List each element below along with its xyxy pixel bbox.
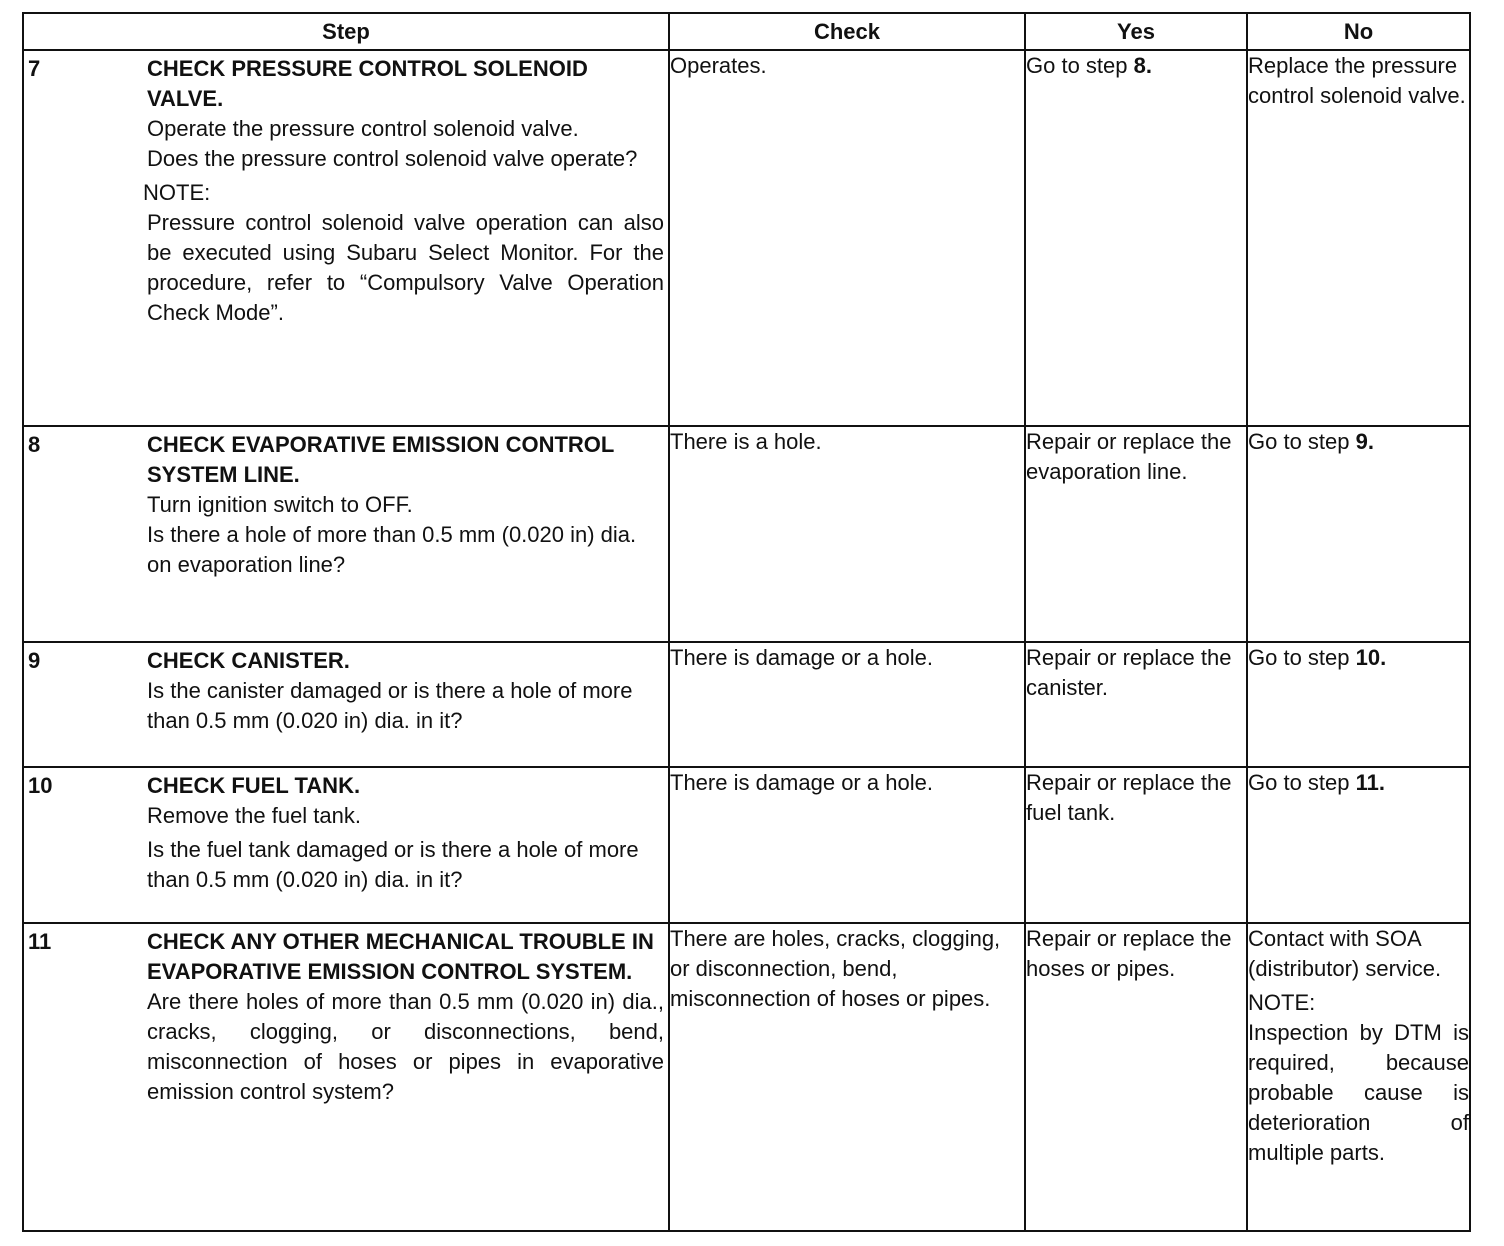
no-text: Go to step — [1248, 645, 1356, 670]
no-text: Go to step — [1248, 429, 1356, 454]
step-cell — [23, 50, 669, 426]
table-row — [23, 50, 1470, 426]
yes-cell — [1025, 426, 1247, 642]
step-title: CHECK EVAPORATIVE EMISSION CONTROL SYSTEM LINE. — [147, 432, 614, 487]
step-instruction: Turn ignition switch to OFF. — [147, 492, 413, 517]
step-cell — [23, 923, 669, 1231]
step-title: CHECK PRESSURE CONTROL SOLENOID VALVE. — [147, 56, 588, 111]
no-cell — [1247, 642, 1470, 767]
step-cell — [23, 767, 669, 923]
yes-text: Repair or replace the hoses or pipes. — [1026, 926, 1232, 981]
step-number: 10 — [28, 773, 53, 798]
step-question: Is the fuel tank damaged or is there a hole of more than 0.5 mm (0.020 in) dia. in it? — [147, 837, 639, 892]
yes-text: Go to step — [1026, 53, 1134, 78]
check-cell — [669, 767, 1025, 923]
step-number: 8 — [28, 432, 41, 457]
note-label: NOTE: — [1248, 990, 1316, 1015]
step-number: 7 — [28, 56, 41, 81]
yes-cell — [1025, 767, 1247, 923]
check-text: There are holes, cracks, clogging, or disconnection, bend, misconnection of hoses or pipes. — [670, 926, 1001, 1011]
step-body — [24, 924, 668, 1107]
table-row — [23, 767, 1470, 923]
no-cell — [1247, 50, 1470, 426]
step-question: Are there holes of more than 0.5 mm (0.020 in) dia., cracks, clogging, or disconnections, bend, misconnection of hoses or pipes in evaporative emission control system? — [147, 989, 664, 1104]
step-instruction: Remove the fuel tank. — [147, 803, 362, 828]
yes-text: Repair or replace the fuel tank. — [1026, 770, 1232, 825]
step-cell — [23, 642, 669, 767]
no-text: Go to step — [1248, 770, 1356, 795]
check-text: Operates. — [670, 53, 767, 78]
check-text: There is damage or a hole. — [670, 645, 933, 670]
check-text: There is a hole. — [670, 429, 822, 454]
yes-step-ref: 8. — [1133, 53, 1152, 78]
header-step: Step — [23, 13, 669, 50]
table-row — [23, 923, 1470, 1231]
check-cell — [669, 50, 1025, 426]
yes-cell — [1025, 50, 1247, 426]
check-cell — [669, 923, 1025, 1231]
note-label: NOTE: — [143, 180, 211, 205]
step-instruction: Operate the pressure control solenoid valve. — [147, 116, 579, 141]
step-title: CHECK CANISTER. — [147, 648, 350, 673]
header-yes: Yes — [1025, 13, 1247, 50]
table-row — [23, 426, 1470, 642]
note-text: Pressure control solenoid valve operation can also be executed using Subaru Select Monitor. For the procedure, refer to “Compulsory Valve Operation Check Mode”. — [147, 210, 664, 325]
no-cell — [1247, 767, 1470, 923]
step-cell — [23, 426, 669, 642]
note-text: Inspection by DTM is required, because probable cause is deterioration of multiple parts. — [1248, 1020, 1469, 1165]
step-number: 9 — [28, 648, 41, 673]
step-number: 11 — [28, 929, 52, 954]
check-text: There is damage or a hole. — [670, 770, 933, 795]
table-row — [23, 642, 1470, 767]
yes-text: Repair or replace the canister. — [1026, 645, 1232, 700]
no-step-ref: 11. — [1355, 770, 1385, 795]
no-text: Contact with SOA (distributor) service. — [1248, 926, 1442, 981]
yes-text: Repair or replace the evaporation line. — [1026, 429, 1232, 484]
step-title: CHECK FUEL TANK. — [147, 773, 361, 798]
step-body — [24, 768, 668, 895]
step-body — [24, 427, 668, 580]
step-body — [24, 51, 668, 328]
header-row — [23, 13, 1470, 50]
no-step-ref: 10. — [1355, 645, 1387, 670]
diagnostic-table — [22, 12, 1471, 1232]
no-cell — [1247, 923, 1470, 1231]
no-cell — [1247, 426, 1470, 642]
header-check: Check — [669, 13, 1025, 50]
no-text: Replace the pressure control solenoid valve. — [1248, 53, 1466, 108]
header-no: No — [1247, 13, 1470, 50]
step-question: Is the canister damaged or is there a hole of more than 0.5 mm (0.020 in) dia. in it? — [147, 678, 633, 733]
step-title: CHECK ANY OTHER MECHANICAL TROUBLE IN EVAPORATIVE EMISSION CONTROL SYSTEM. — [147, 929, 654, 984]
step-body — [24, 643, 668, 736]
step-question: Is there a hole of more than 0.5 mm (0.020 in) dia. on evaporation line? — [147, 522, 637, 577]
check-cell — [669, 426, 1025, 642]
yes-cell — [1025, 923, 1247, 1231]
check-cell — [669, 642, 1025, 767]
yes-cell — [1025, 642, 1247, 767]
no-step-ref: 9. — [1355, 429, 1374, 454]
step-question: Does the pressure control solenoid valve operate? — [147, 146, 638, 171]
